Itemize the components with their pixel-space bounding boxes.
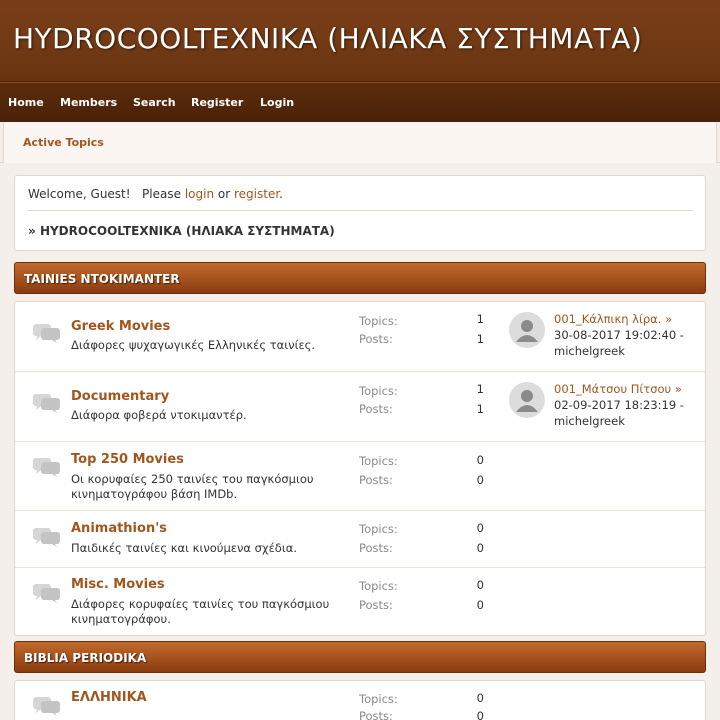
posts-label: Posts: [359, 473, 393, 487]
last-post-date: 30-08-2017 19:02:40 [554, 328, 677, 342]
posts-count: 0 [476, 473, 484, 487]
posts-label: Posts: [359, 709, 393, 720]
nav-login[interactable]: Login [260, 96, 295, 109]
board-row [15, 372, 705, 442]
posts-count: 0 [476, 598, 484, 612]
topics-label: Topics: [359, 454, 398, 468]
board-read-icon [32, 525, 62, 547]
board-read-icon [32, 694, 62, 716]
board-description: Παιδικές ταινίες και κινούμενα σχέδια. [71, 541, 297, 555]
avatar[interactable] [509, 312, 545, 348]
board-description: Διάφορες κορυφαίες ταινίες του παγκόσμιου κινηματογράφου. [71, 597, 330, 626]
last-post [554, 311, 702, 359]
last-post-link[interactable]: 001_Μάτσου Πίτσου [554, 382, 672, 396]
board-name[interactable]: Top 250 Movies [71, 452, 184, 467]
topics-count: 0 [476, 578, 484, 592]
welcome-box [14, 175, 706, 251]
board-read-icon [32, 581, 62, 603]
board-read-icon [32, 391, 62, 413]
posts-label: Posts: [359, 541, 393, 555]
board-description: Διάφορα φοβερά ντοκιμαντέρ. [71, 408, 247, 422]
welcome-period: . [279, 187, 283, 201]
board-row [15, 442, 705, 511]
welcome-line [28, 187, 283, 201]
topics-label: Topics: [359, 384, 398, 398]
user-avatar-icon [509, 312, 545, 348]
topics-count: 0 [476, 521, 484, 535]
board-list [14, 301, 706, 636]
divider [28, 210, 693, 211]
nav-members[interactable]: Members [60, 96, 118, 109]
last-post-date: 02-09-2017 18:23:19 [554, 398, 677, 412]
posts-count: 0 [476, 709, 484, 720]
welcome-greeting: Welcome, Guest! [28, 187, 131, 201]
posts-label: Posts: [359, 402, 393, 416]
board-row [15, 568, 705, 635]
category-header[interactable] [14, 262, 706, 294]
breadcrumb-home[interactable]: HYDROCOOLTEXNIKA (ΗΛΙΑΚΑ ΣΥΣΤΗΜΑΤΑ) [39, 224, 335, 238]
board-name[interactable]: ΕΛΛΗΝΙΚΑ [71, 690, 147, 705]
posts-count: 1 [476, 332, 484, 346]
topics-label: Topics: [359, 692, 398, 706]
login-link[interactable]: login [184, 187, 215, 201]
posts-count: 0 [476, 541, 484, 555]
board-name[interactable]: Documentary [71, 389, 170, 404]
nav-home[interactable]: Home [8, 96, 44, 109]
last-post-user[interactable]: michelgreek [554, 344, 625, 358]
last-post-dash: - [679, 398, 684, 412]
category-header[interactable] [14, 641, 706, 673]
board-name[interactable]: Animathion's [71, 521, 167, 536]
board-description: Διάφορες ψυχαγωγικές Ελληνικές ταινίες. [71, 338, 316, 352]
main-nav [0, 82, 720, 122]
topics-label: Topics: [359, 314, 398, 328]
site-title[interactable]: HYDROCOOLTEXNIKA (ΗΛΙΑΚΑ ΣΥΣΤΗΜΑΤΑ) [13, 22, 643, 55]
board-list [14, 680, 706, 720]
category-title[interactable]: BIBLIA PERIODIKA [24, 651, 147, 665]
board-read-icon [32, 455, 62, 477]
breadcrumb [28, 224, 335, 238]
last-post-dash: - [679, 328, 684, 342]
last-post-user[interactable]: michelgreek [554, 414, 625, 428]
sub-nav-inner [3, 122, 717, 163]
board-description: Οι κορυφαίες 250 ταινίες του παγκόσμιου κινηματογράφου βάση IMDb. [71, 472, 314, 501]
goto-last-post-icon[interactable]: » [665, 312, 673, 326]
welcome-please: Please [142, 187, 181, 201]
category-title[interactable]: TAINIES NTOKIMANTER [24, 272, 180, 286]
register-link[interactable]: register [233, 187, 280, 201]
topics-count: 1 [476, 382, 484, 396]
board-read-icon [32, 321, 62, 343]
board-name[interactable]: Misc. Movies [71, 577, 165, 592]
last-post-link[interactable]: 001_Κάλπικη λίρα. [554, 312, 662, 326]
topics-count: 0 [476, 691, 484, 705]
board-name[interactable]: Greek Movies [71, 319, 171, 334]
sub-nav [0, 122, 720, 163]
board-row [15, 681, 705, 720]
topics-count: 0 [476, 453, 484, 467]
board-row [15, 302, 705, 372]
breadcrumb-arrow: » [28, 224, 36, 238]
topics-count: 1 [476, 312, 484, 326]
posts-count: 1 [476, 402, 484, 416]
nav-search[interactable]: Search [133, 96, 176, 109]
topics-label: Topics: [359, 579, 398, 593]
posts-label: Posts: [359, 332, 393, 346]
user-avatar-icon [509, 382, 545, 418]
last-post [554, 381, 702, 429]
board-row [15, 511, 705, 568]
nav-register[interactable]: Register [191, 96, 244, 109]
active-topics-link[interactable]: Active Topics [23, 136, 104, 149]
site-header [0, 0, 720, 82]
goto-last-post-icon[interactable]: » [674, 382, 682, 396]
welcome-or: or [217, 187, 231, 201]
avatar[interactable] [509, 382, 545, 418]
posts-label: Posts: [359, 598, 393, 612]
topics-label: Topics: [359, 522, 398, 536]
